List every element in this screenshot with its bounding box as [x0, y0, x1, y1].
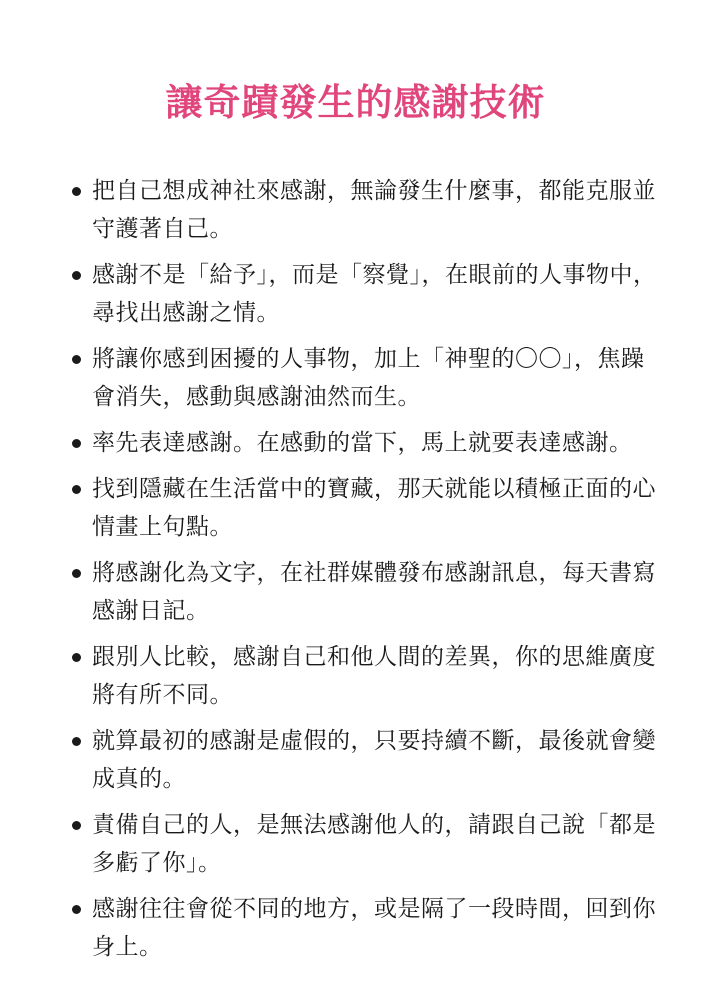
list-item: [70, 890, 660, 966]
list-item: [70, 806, 660, 882]
list-item-text: 把自己想成神社來感謝，無論發生什麼事，都能克服並守護著自己。: [92, 178, 656, 242]
bullet-icon: [72, 653, 81, 662]
list-item-text: 找到隱藏在生活當中的寶藏，那天就能以積極正面的心情畫上句點。: [92, 476, 656, 540]
list-item-text: 感謝不是「給予」，而是「察覺」，在眼前的人事物中，尋找出感謝之情。: [92, 262, 657, 326]
list-item: [70, 722, 660, 798]
page-title: 讓奇蹟發生的感謝技術: [165, 80, 546, 124]
list-item: [70, 554, 660, 630]
list-item-text: 跟別人比較，感謝自己和他人間的差異，你的思維廣度將有所不同。: [92, 644, 656, 708]
list-item: [70, 638, 660, 714]
list-item: [70, 256, 660, 332]
list-item-text: 將讓你感到困擾的人事物，加上「神聖的〇〇」，焦躁會消失，感動與感謝油然而生。: [92, 346, 645, 410]
list-item-text: 就算最初的感謝是虛假的，只要持續不斷，最後就會變成真的。: [92, 728, 656, 792]
list-item-text: 責備自己的人，是無法感謝他人的，請跟自己說「都是多虧了你」。: [92, 812, 656, 876]
list-item: [70, 470, 660, 546]
list-item: [70, 424, 660, 462]
list-item: [70, 172, 660, 248]
list-item-text: 將感謝化為文字，在社群媒體發布感謝訊息，每天書寫感謝日記。: [92, 560, 656, 624]
bullet-icon: [72, 821, 81, 830]
bullet-icon: [72, 905, 81, 914]
bullet-icon: [72, 271, 81, 280]
bullet-icon: [72, 737, 81, 746]
bullet-icon: [72, 439, 81, 448]
list-item: [70, 340, 660, 416]
bullet-icon: [72, 355, 81, 364]
bullet-icon: [72, 187, 81, 196]
bullet-icon: [72, 485, 81, 494]
tips-list: [70, 172, 660, 974]
bullet-icon: [72, 569, 81, 578]
list-item-text: 率先表達感謝。在感動的當下，馬上就要表達感謝。: [92, 430, 633, 456]
list-item-text: 感謝往往會從不同的地方，或是隔了一段時間，回到你身上。: [92, 896, 656, 960]
